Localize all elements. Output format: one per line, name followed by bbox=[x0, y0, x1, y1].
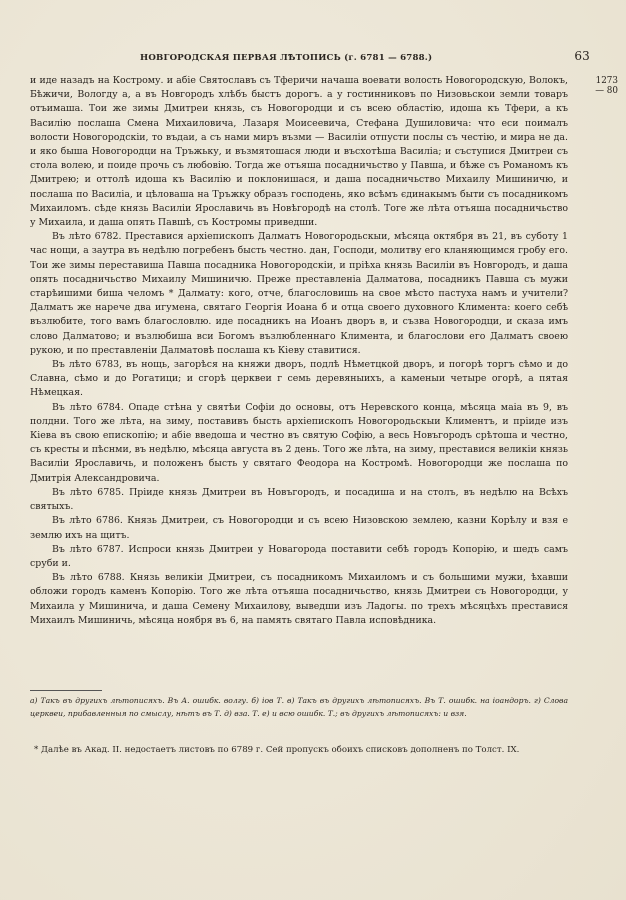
paragraph: и иде назадъ на Кострому. и абiе Святославъ съ Тферичи начаша воевати волость Новогородскую, Волокъ, Бѣжичи, Вологду а, а въ Новгородъ хлѣбъ быстъ дорогъ. а у гостинниковъ по Низовьскои земли товаръ отъимаша. Тои же зимы Дмитреи князь, съ Новогородци и съ всею областiю, идоша къ Тфери, а къ Василiю послаша Смена Михаиловича, Лазаря Моисеевича, Стефана Душиловича: что еси поималъ волости Новогородскiи, то въдаи, а съ нами миръ възми — Василiи отпусти послы съ честiю, и мира не да. и яко быша Новогородци на Тръжьку, и възмятошася люди и въсхотѣша Василiа; и съступися Дмитреи съ стола волею, и поиде прочь съ любовiю. Тогда же отъяша посадничьство у Павша, и бѣже съ Романомъ къ Дмитрею; и оттолѣ идоша къ Василiю и поклонишася, и даша посадничьство Михаилу Мишиничю, и послаша по Василiа, и цѣловаша на Тръжку образъ господень, яко всѣмъ єдинакымъ быти съ посадникомъ Михаиломъ. сѣде князь Василiи Ярославичь въ Новѣгородѣ на столѣ. Тоге же лѣта отъяша посадничьство у Михаила, и даша опять Павшѣ, съ Костромы приведши. bbox=[30, 75, 568, 229]
footnote-variants: а) Такъ въ другихъ лѣтописяхъ. Въ А. ошибк. волгу. б) iов Т. в) Такъ въ другихъ лѣтописяхъ. Въ Т. ошибк. на iоандоръ. г) Слова церквеи, прибавленныя по смыслу, нѣтъ въ Т. д) вза. Т. е) и всю ошибк. Т.; въ другихъ лѣтописяхъ: и взя. bbox=[30, 696, 568, 718]
star-footnote: * Далѣе въ Акад. II. недостаетъ листовъ по 6789 г. Сей пропускъ обоихъ списковъ дополненъ по Толст. IX. bbox=[34, 745, 520, 755]
paragraph-year-6783: Въ лѣто 6783, въ нощь, загорѣся на княжи дворъ, подлѣ Нѣметцкой дворъ, и погорѣ торгъ сѣмо и до Славна, сѣмо и до Рогатици; и сгорѣ церквеи г семь деревяныихъ, а каменыи четыре огорѣ, а пятая Нѣмецкая. bbox=[30, 359, 568, 399]
header-title: НОВГОРОДСКАЯ ПЕРВАЯ ЛѢТОПИСЬ (г. 6781 — 6788.) bbox=[140, 53, 433, 63]
paragraph-year-6782: Въ лѣто 6782. Преставися архiепископъ Далматъ Новогородьскыи, мѣсяца октября въ 21, въ суботу 1 час нощи, а заутра въ недѣлю погребенъ бысть честно. дан, Господи, молитву его кланяющимся гробу его. Тои же зимы переставиша Павша посадника Новогородскiи, и прiѣха князь Василiи въ Новгородъ, и даша опять посадничьство Михаилу Мишиничю. Преже преставленiа Далматова, посадникъ Павша съ мужи старѣишими биша челомъ * Далмату: кого, отче, благословишь на свое мѣсто пастуха намъ и учители? Далматъ же нарече два игумена, святаго Георгiя Иоана б и отца своего духовного Климента: коего себѣ възлюбите, того вамъ благословлю. иде посадникъ на Иоанъ дворъ в, и съзва Новогородци, и сказа имъ слово Далматово; и възлюбиша вси Богомъ възлюбленнаго Климента, и благослови его Далматъ своею рукою, и по преставленiи Далматовѣ послаша къ Кiеву ставитися. bbox=[30, 231, 568, 356]
paragraph-year-6785: Въ лѣто 6785. Прiиде князь Дмитреи въ Новъгородъ, и посадиша и на столъ, въ недѣлю на Всѣхъ святыхъ. bbox=[30, 486, 568, 513]
running-header bbox=[30, 50, 590, 66]
margin-year-bottom: — 80 bbox=[595, 86, 618, 96]
footnote-divider bbox=[30, 690, 102, 691]
chronicle-text bbox=[30, 74, 568, 628]
margin-year-top: 1273 bbox=[595, 76, 618, 86]
paragraph-year-6784: Въ лѣто 6784. Опаде стѣна у святѣи Софiи до основы, отъ Неревского конца, мѣсяца маiа въ 9, въ полдни. Того же лѣта, на зиму, поставивъ бысть архiепископъ Новогородьскыи Климентъ, и прiиде изъ Кiева въ свою епископiю; и абiе введоша и честно въ святую Софiю, а весь Новъгородъ срѣтоша и честно, съ кресты и пѣснми, въ недѣлю, мѣсяца августа въ 2 день. Того же лѣта, на зиму, преставися великiи князь Василiи Ярославичь, и положенъ бысть у святаго Феодора на Костромѣ. Новогородци же послаша по Дмитрiя Александровича. bbox=[30, 401, 568, 484]
paragraph-year-6786: Въ лѣто 6786. Князь Дмитреи, съ Новогородци и съ всею Низовскою землею, казни Корѣлу и взя е землю ихъ на щитъ. bbox=[30, 515, 568, 541]
margin-year-range bbox=[578, 76, 618, 96]
paragraph-year-6787: Въ лѣто 6787. Испроси князь Дмитреи у Новагорода поставити себѣ городъ Копорiю, и шедъ самъ сруби и. bbox=[30, 543, 568, 569]
page-number: 63 bbox=[574, 49, 590, 63]
paragraph-year-6788: Въ лѣто 6788. Князь великiи Дмитреи, съ посадникомъ Михаиломъ и съ большими мужи, ѣхавши обложи городъ каменъ Копорiю. Того же лѣта отъяша посадничьство, князь Дмитреи съ Новогородци, у Михаила у Мишинича, и даша Семену Михаиловy, выведши изъ Ладогы. по трехъ мѣсяцѣхъ преставися Михаилъ Мишиничь, мѣсяца ноября въ 6, на память святаго Павла исповѣдника. bbox=[30, 572, 568, 626]
footnotes bbox=[30, 694, 568, 720]
